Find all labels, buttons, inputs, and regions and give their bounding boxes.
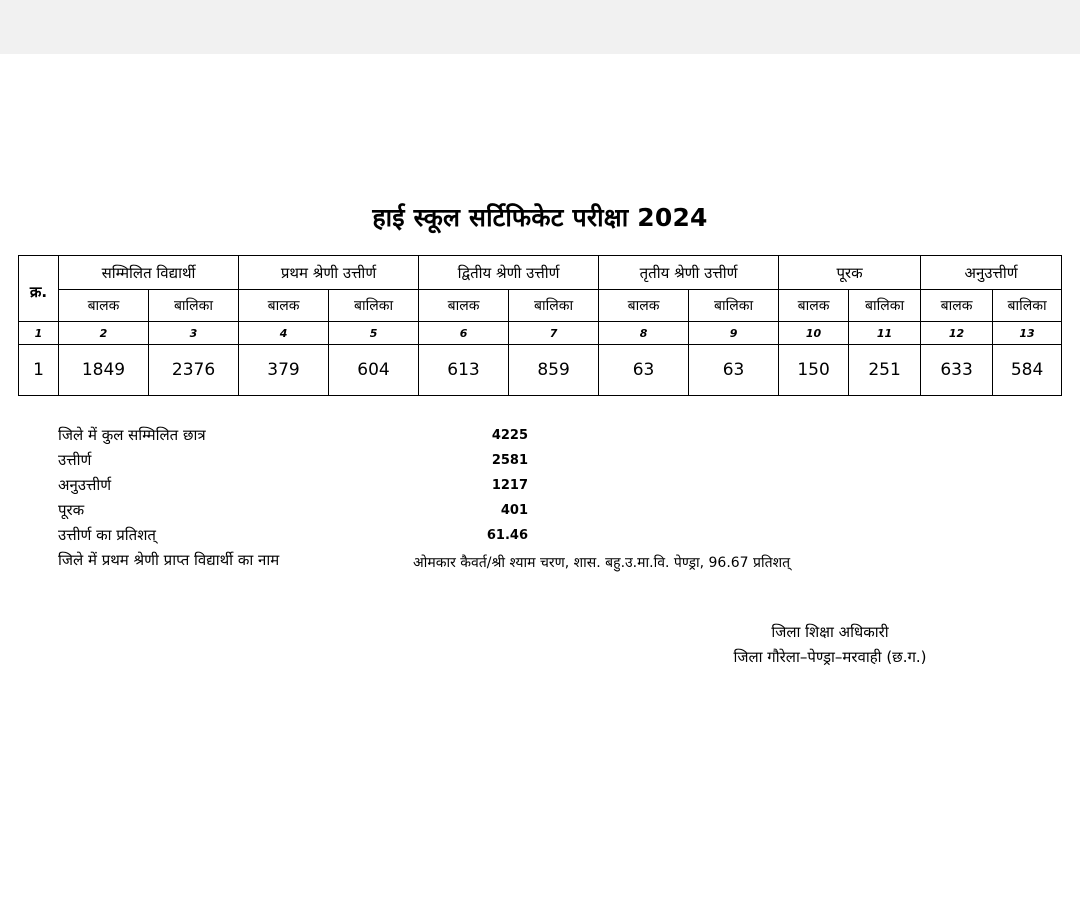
- girls-header: बालिका: [993, 290, 1062, 322]
- summary-row-total-appeared: [58, 425, 1018, 450]
- column-number-row: [19, 322, 1062, 345]
- girls-header: बालिका: [849, 290, 921, 322]
- serial-cell: 1: [19, 345, 59, 396]
- topper-name-value: ओमकार कैवर्त/श्री श्याम चरण, शास. बहु.उ.मा.वि. पेण्ड्रा, 96.67 प्रतिशत्: [413, 555, 791, 571]
- signature-office: जिला गौरेला–पेण्ड्रा–मरवाही (छ.ग.): [733, 648, 927, 666]
- column-number: 10: [779, 322, 849, 345]
- summary-row-topper: [58, 550, 1018, 575]
- summary-label: अनुउत्तीर्ण: [58, 476, 112, 494]
- column-number: 11: [849, 322, 921, 345]
- column-number: 4: [239, 322, 329, 345]
- girls-header: बालिका: [329, 290, 419, 322]
- summary-label: पूरक: [58, 501, 85, 519]
- summary-row-supplementary: [58, 500, 1018, 525]
- viewer-top-bar: [0, 0, 1080, 54]
- results-table: [18, 255, 1062, 396]
- boys-header: बालक: [921, 290, 993, 322]
- summary-row-passed: [58, 450, 1018, 475]
- column-number: 2: [59, 322, 149, 345]
- boys-header: बालक: [59, 290, 149, 322]
- supplementary-girls-cell: 251: [849, 345, 921, 396]
- summary-label: उत्तीर्ण: [58, 451, 92, 469]
- summary-value: 61.46: [486, 528, 528, 543]
- table-row: [19, 345, 1062, 396]
- appeared-girls-cell: 2376: [149, 345, 239, 396]
- boys-header: बालक: [779, 290, 849, 322]
- supplementary-boys-cell: 150: [779, 345, 849, 396]
- boys-header: बालक: [419, 290, 509, 322]
- boys-header: बालक: [239, 290, 329, 322]
- summary-label: उत्तीर्ण का प्रतिशत्: [58, 526, 156, 544]
- column-number: 3: [149, 322, 239, 345]
- second-division-boys-cell: 613: [419, 345, 509, 396]
- column-number: 5: [329, 322, 419, 345]
- column-number: 7: [509, 322, 599, 345]
- third-division-girls-cell: 63: [689, 345, 779, 396]
- girls-header: बालिका: [689, 290, 779, 322]
- summary-section: [58, 425, 1018, 575]
- column-number: 8: [599, 322, 689, 345]
- summary-value: 2581: [491, 453, 528, 468]
- appeared-boys-cell: 1849: [59, 345, 149, 396]
- column-number: 1: [19, 322, 59, 345]
- column-number: 6: [419, 322, 509, 345]
- group-header-row: [19, 256, 1062, 290]
- column-number: 9: [689, 322, 779, 345]
- girls-header: बालिका: [149, 290, 239, 322]
- failed-girls-cell: 584: [993, 345, 1062, 396]
- first-division-boys-cell: 379: [239, 345, 329, 396]
- gender-header-row: [19, 290, 1062, 322]
- document-title: हाई स्कूल सर्टिफिकेट परीक्षा 2024: [372, 203, 708, 232]
- summary-label: जिले में प्रथम श्रेणी प्राप्त विद्यार्थी का नाम: [58, 551, 280, 569]
- signature-block: [660, 620, 1000, 670]
- signature-designation: जिला शिक्षा अधिकारी: [771, 623, 889, 641]
- first-division-girls-cell: 604: [329, 345, 419, 396]
- summary-value: 1217: [491, 478, 528, 493]
- group-header-appeared: सम्मिलित विद्यार्थी: [59, 256, 239, 290]
- girls-header: बालिका: [509, 290, 599, 322]
- group-header-supplementary: पूरक: [779, 256, 921, 290]
- second-division-girls-cell: 859: [509, 345, 599, 396]
- group-header-first-division: प्रथम श्रेणी उत्तीर्ण: [239, 256, 419, 290]
- failed-boys-cell: 633: [921, 345, 993, 396]
- summary-value: 4225: [491, 428, 528, 443]
- summary-row-failed: [58, 475, 1018, 500]
- column-number: 13: [993, 322, 1062, 345]
- group-header-third-division: तृतीय श्रेणी उत्तीर्ण: [599, 256, 779, 290]
- boys-header: बालक: [599, 290, 689, 322]
- column-number: 12: [921, 322, 993, 345]
- summary-value: 401: [500, 503, 528, 518]
- serial-header: क्र.: [19, 256, 59, 322]
- third-division-boys-cell: 63: [599, 345, 689, 396]
- group-header-second-division: द्वितीय श्रेणी उत्तीर्ण: [419, 256, 599, 290]
- summary-row-pass-percentage: [58, 525, 1018, 550]
- group-header-failed: अनुउत्तीर्ण: [921, 256, 1062, 290]
- summary-label: जिले में कुल सम्मिलित छात्र: [58, 426, 206, 444]
